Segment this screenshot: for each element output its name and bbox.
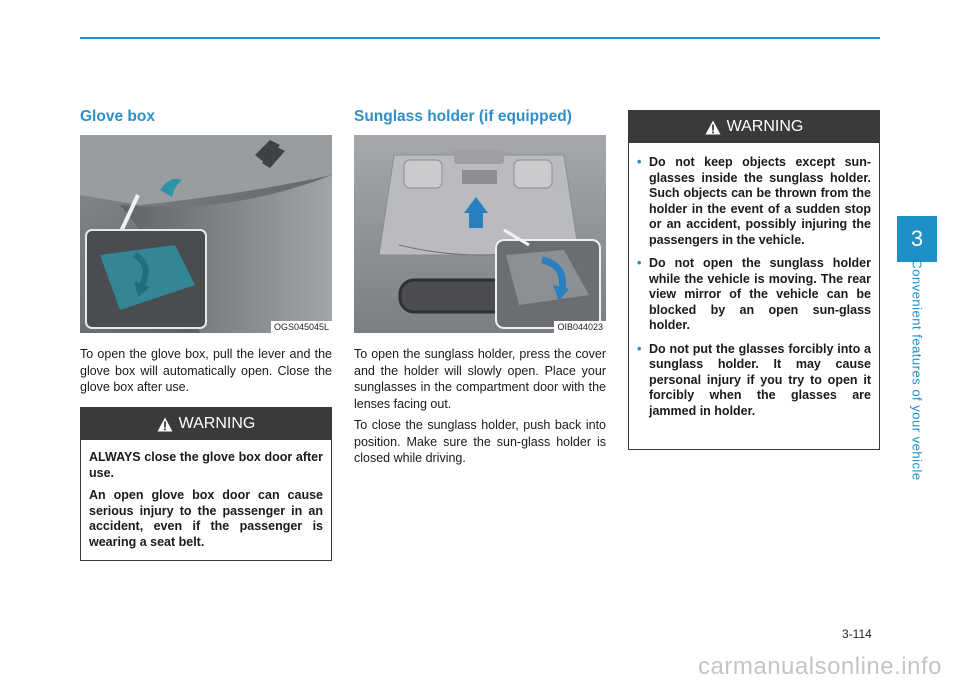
- glove-box-warning: [80, 407, 332, 561]
- glove-box-photo: [80, 135, 332, 333]
- glove-box-warning-paragraph: An open glove box door can cause serious injury to the passenger in an accident, even if the passenger is wearing a seat belt.: [89, 488, 323, 549]
- top-rule: [80, 37, 880, 39]
- sunglass-holder-photo: [354, 135, 606, 333]
- warning-list-text: Do not open the sunglass holder while the vehicle is moving. The rear view mirror of the vehicle can be blocked by an open sun-glass holder.: [649, 256, 871, 332]
- chapter-number: 3: [910, 226, 924, 251]
- chapter-title: Convenient features of your vehicle: [909, 259, 925, 481]
- warning-list-item: [637, 155, 871, 248]
- warning-list-item: [637, 256, 871, 334]
- page-number: 3-114: [842, 627, 872, 641]
- glove-box-warning-body: [81, 440, 331, 565]
- watermark: carmanualsonline.info: [698, 653, 942, 680]
- sunglass-warning-header: [629, 111, 879, 143]
- bullet-dot-icon: •: [637, 256, 642, 270]
- sunglass-warning-list: [637, 155, 871, 419]
- glove-box-paragraph: To open the glove box, pull the lever and the glove box will automatically open. Close the glove box after use.: [80, 347, 332, 394]
- sunglass-warning-body: [629, 143, 879, 435]
- glove-box-heading: Glove box: [80, 108, 155, 125]
- warning-list-text: Do not keep objects except sun-glasses inside the sunglass holder. Such objects can be thrown from the holder in the event of a sudden stop or an accident, possibly injuring the passengers in the vehicle.: [649, 155, 871, 247]
- sunglass-holder-paragraph: To close the sunglass holder, push back into position. Make sure the sun-glass holder is closed while driving.: [354, 418, 606, 465]
- glove-box-warning-paragraph: ALWAYS close the glove box door after use.: [89, 450, 323, 480]
- sunglass-holder-illustration: [354, 135, 606, 333]
- sunglass-warning-title: WARNING: [726, 118, 804, 135]
- sunglass-holder-heading: Sunglass holder (if equipped): [354, 108, 572, 125]
- bullet-dot-icon: •: [637, 341, 642, 356]
- warning-list-item: [637, 342, 871, 420]
- sunglass-holder-paragraph: To open the sunglass holder, press the cover and the holder will slowly open. Place your sunglasses in the compartment door with the lenses facing out.: [354, 347, 606, 411]
- warning-list-text: Do not put the glasses forcibly into a sunglass holder. It may cause personal injury if you try to open it forcibly when the glasses are jammed in holder.: [649, 341, 871, 418]
- bullet-dot-icon: •: [637, 155, 642, 169]
- warning-triangle-icon: [705, 120, 721, 135]
- sunglass-holder-text: [354, 346, 606, 472]
- glove-box-warning-title: WARNING: [178, 415, 256, 432]
- glove-box-illustration: [80, 135, 332, 333]
- warning-triangle-icon: [157, 417, 173, 432]
- glove-box-warning-header: [81, 408, 331, 440]
- glove-box-image-code: OGS045045L: [271, 321, 332, 333]
- sunglass-holder-warning: [628, 110, 880, 450]
- glove-box-text: [80, 346, 332, 401]
- chapter-tab: [897, 216, 937, 262]
- sunglass-holder-image-code: OIB044023: [554, 321, 606, 333]
